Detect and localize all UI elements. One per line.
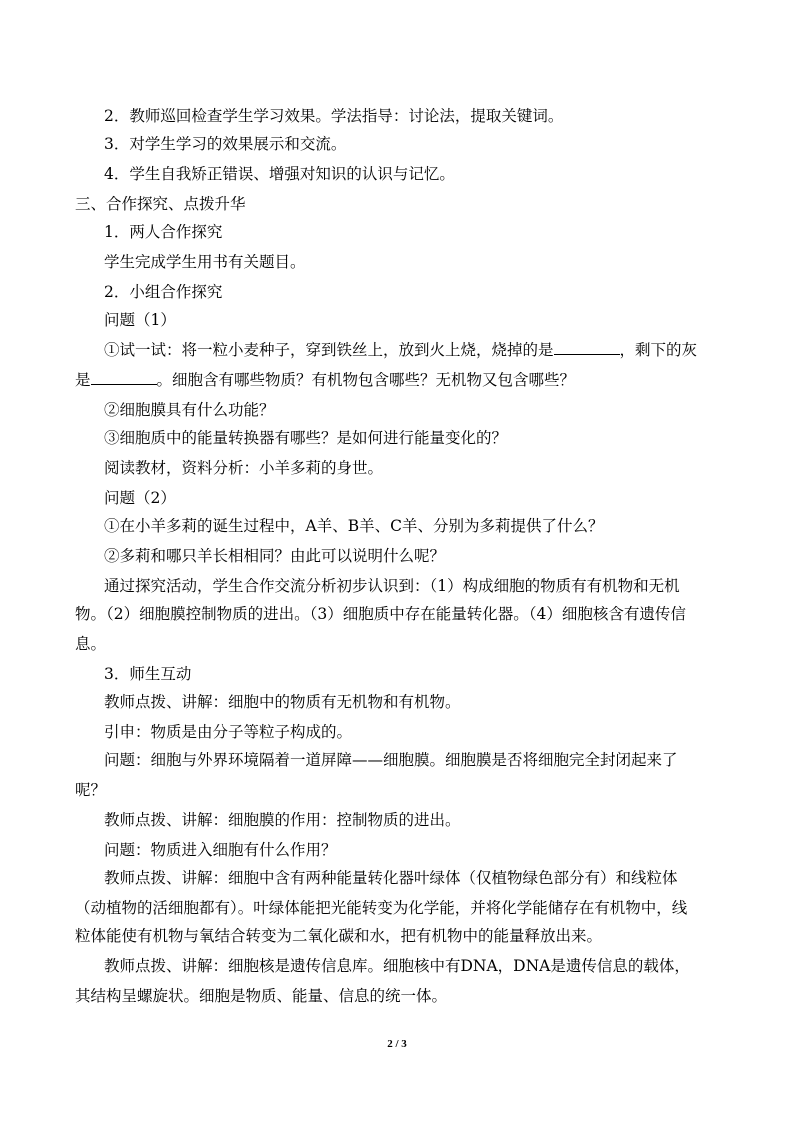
text-line: 教师点拨、讲解：细胞中的物质有无机物和有机物。	[104, 693, 461, 711]
section-heading: 三、合作探究、点拨升华	[75, 195, 246, 213]
text-line: 息。	[75, 635, 107, 653]
text-line: ①在小羊多莉的诞生过程中，A羊、B羊、C羊、分别为多莉提供了什么？	[104, 517, 604, 535]
page-number: 2 / 3	[387, 1038, 407, 1050]
text-line: 问题：细胞与外界环境隔着一道屏障——细胞膜。细胞膜是否将细胞完全封闭起来了	[104, 751, 678, 769]
text-line: ②细胞膜具有什么功能？	[104, 401, 275, 419]
text-line: （动植物的活细胞都有）。叶绿体能把光能转变为化学能，并将化学能储存在有机物中，线	[75, 899, 688, 917]
text-segment: ，剩下的灰	[619, 341, 698, 359]
text-line: 通过探究活动，学生合作交流分析初步认识到：（1）构成细胞的物质有有机物和无机	[104, 577, 680, 595]
text-line: 学生完成学生用书有关题目。	[104, 253, 306, 271]
text-line: 阅读教材，资料分析：小羊多莉的身世。	[104, 459, 384, 477]
text-line: 问题（2）	[104, 489, 176, 507]
text-line: 引申：物质是由分子等粒子构成的。	[104, 723, 353, 741]
text-segment: 是	[75, 371, 91, 389]
text-line: 问题（1）	[104, 311, 176, 329]
text-line: 2．教师巡回检查学生学习效果。学法指导：讨论法，提取关键词。	[104, 107, 564, 125]
text-line: 教师点拨、讲解：细胞核是遗传信息库。细胞核中有DNA，DNA是遗传信息的载体，	[104, 957, 690, 975]
text-line: ③细胞质中的能量转换器有哪些？是如何进行能量变化的？	[104, 429, 508, 447]
text-segment: ①试一试：将一粒小麦种子，穿到铁丝上，放到火上烧，烧掉的是	[104, 341, 554, 359]
text-line	[104, 340, 697, 360]
text-line: 3．对学生学习的效果展示和交流。	[104, 135, 347, 153]
text-line: 粒体能使有机物与氧结合转变为二氧化碳和水，把有机物中的能量释放出来。	[75, 927, 603, 945]
text-line: 教师点拨、讲解：细胞中含有两种能量转化器叶绿体（仅植物绿色部分有）和线粒体	[104, 869, 678, 887]
fill-blank	[554, 340, 620, 355]
text-line	[75, 370, 575, 390]
text-line: 2．小组合作探究	[104, 283, 223, 301]
fill-blank	[91, 370, 157, 385]
text-segment: 。细胞含有哪些物质？有机物包含哪些？无机物又包含哪些？	[156, 371, 576, 389]
text-line: 问题：物质进入细胞有什么作用？	[104, 841, 337, 859]
text-line: 教师点拨、讲解：细胞膜的作用：控制物质的进出。	[104, 811, 461, 829]
text-line: 物。（2）细胞膜控制物质的进出。（3）细胞质中存在能量转化器。（4）细胞核含有遗传信	[75, 605, 686, 623]
text-line: ②多莉和哪只羊长相相同？由此可以说明什么呢？	[104, 547, 446, 565]
text-line: 4．学生自我矫正错误、增强对知识的认识与记忆。	[104, 165, 455, 183]
text-line: 1．两人合作探究	[104, 223, 223, 241]
text-line: 呢？	[75, 781, 107, 799]
text-line: 其结构呈螺旋状。细胞是物质、能量、信息的统一体。	[75, 987, 448, 1005]
text-line: 3．师生互动	[104, 665, 192, 683]
